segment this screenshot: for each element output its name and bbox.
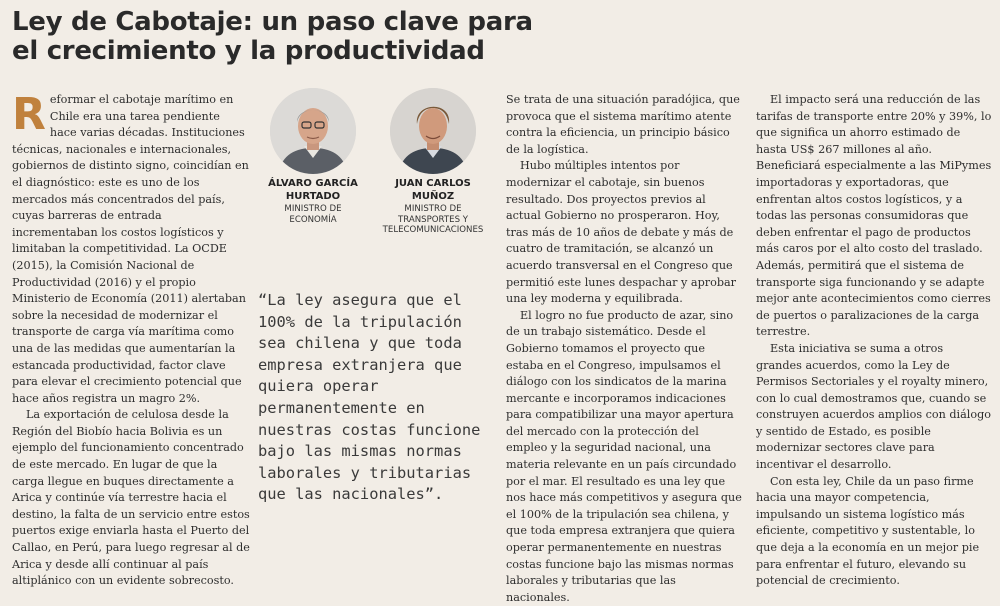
- author-role-line: TRANSPORTES Y: [397, 214, 469, 225]
- author-portrait-garcia: [270, 88, 356, 174]
- article-column-3: [756, 92, 992, 590]
- paragraph: El impacto será una reducción de las tarifas de transporte entre 20% y 39%, lo que significa un ahorro estimado de hasta US$ 267 millones al año. Beneficiará especialmente a las MiPymes importadoras y exportadoras, que enfrentan altos costos logísticos, y a todas las personas consumidoras que deben enfrentar el pago de productos más caros por el alto costo del traslado. Además, permitirá que el sistema de transporte siga funcionando y se adapte mejor ante acontecimientos como cierres de puertos o paralizaciones de la carga terrestre.: [756, 93, 992, 339]
- author-role-garcia: [243, 204, 383, 225]
- paragraph-text: eformar el cabotaje marítimo en Chile era una tarea pendiente hace varias décadas. Instituciones técnicas, nacionales e internacionales, gobiernos de distinto signo, coincidían en el diagnóstico: este es uno de los mercados más concentrados del país, cuyas barreras de entrada incrementaban los costos logísticos y limitaban la competitividad. La OCDE (2015), la Comisión Nacional de Productividad (2016) y el propio Ministerio de Economía (2011) alertaban sobre la necesidad de modernizar el transporte de carga vía marítima como una de las medidas que aumentarían la estancada productividad, factor clave para elevar el crecimiento potencial que hace años registra un magro 2%.: [12, 93, 249, 405]
- person-photo-icon: [270, 88, 356, 174]
- author-role-line: TELECOMUNICACIONES: [382, 225, 484, 235]
- article-column-1: [12, 89, 250, 590]
- paragraph: Se trata de una situación paradójica, que provoca que el sistema marítimo atente contra la eficiencia, un principio básico de la logística.: [506, 93, 740, 156]
- pull-quote: “La ley asegura que el 100% de la tripulación sea chilena y que toda empresa extranjera que quiera operar permanentemente en nuestras costas funcione bajo las mismas normas laborales y tributarias que las nacionales”.: [258, 291, 481, 504]
- author-role-line: ECONOMÍA: [289, 214, 337, 225]
- paragraph: Hubo múltiples intentos por modernizar el cabotaje, sin buenos resultado. Dos proyectos previos al actual Gobierno no prosperaron. Hoy, tras más de 10 años de debate y más de cuatro de tramitación, se alcanzó un acuerdo transversal en el Congreso que permitió este lunes despachar y aprobar una ley moderna y equilibrada.: [506, 159, 736, 306]
- author-role-line: MINISTRO DE: [404, 204, 462, 214]
- author-name-line: JUAN CARLOS: [395, 178, 471, 189]
- author-name-garcia: [243, 178, 383, 203]
- headline: [12, 8, 612, 66]
- paragraph: Esta iniciativa se suma a otros grandes acuerdos, como la Ley de Permisos Sectoriales y el royalty minero, con lo cual demostramos que, cuando se construyen acuerdos amplios con diálogo y sentido de Estado, es posible modernizar sectores clave para incentivar el desarrollo.: [756, 341, 992, 472]
- author-role-munoz: [363, 204, 503, 236]
- author-role-line: MINISTRO DE: [284, 204, 342, 214]
- headline-line-2: el crecimiento y la productividad: [12, 36, 485, 66]
- paragraph: El logro no fue producto de azar, sino de un trabajo sistemático. Desde el Gobierno tomamos el proyecto que estaba en el Congreso, impulsamos el diálogo con los sindicatos de la marina mercante e incorporamos indicaciones para compatibilizar una mayor apertura del mercado con la protección del empleo y la seguridad nacional, una materia relevante en un país circundado por el mar. El resultado es una ley que nos hace más competitivos y asegura que el 100% de la tripulación sea chilena, y que toda empresa extranjera que quiera operar permanentemente en nuestras costas funcione bajo las mismas normas laborales y tributarias que las nacionales.: [506, 308, 742, 604]
- author-name-munoz: [363, 178, 503, 203]
- author-name-line: MUÑOZ: [411, 190, 455, 202]
- drop-cap: R: [12, 89, 46, 140]
- article-column-2: [506, 92, 742, 606]
- person-photo-icon: [390, 88, 476, 174]
- author-portrait-munoz: [390, 88, 476, 174]
- paragraph: Con esta ley, Chile da un paso firme hacia una mayor competencia, impulsando un sistema logístico más eficiente, competitivo y sustentable, lo que deja a la economía en un mejor pie para enfrentar el futuro, elevando su potencial de crecimiento.: [756, 474, 980, 588]
- author-name-line: ÁLVARO GARCÍA: [268, 178, 358, 189]
- headline-line-1: Ley de Cabotaje: un paso clave para: [12, 7, 533, 37]
- author-name-line: HURTADO: [285, 190, 341, 202]
- paragraph: La exportación de celulosa desde la Región del Biobío hacia Bolivia es un ejemplo del funcionamiento concentrado de este mercado. En lugar de que la carga llegue en buques directamente a Arica y continúe vía terrestre hacia el destino, la falta de un servicio entre estos puertos exige enviarla hasta el Puerto del Callao, en Perú, para luego regresar al de Arica y desde allí continuar al país altiplánico con un evidente sobrecosto.: [12, 408, 250, 588]
- paragraph: [12, 89, 250, 407]
